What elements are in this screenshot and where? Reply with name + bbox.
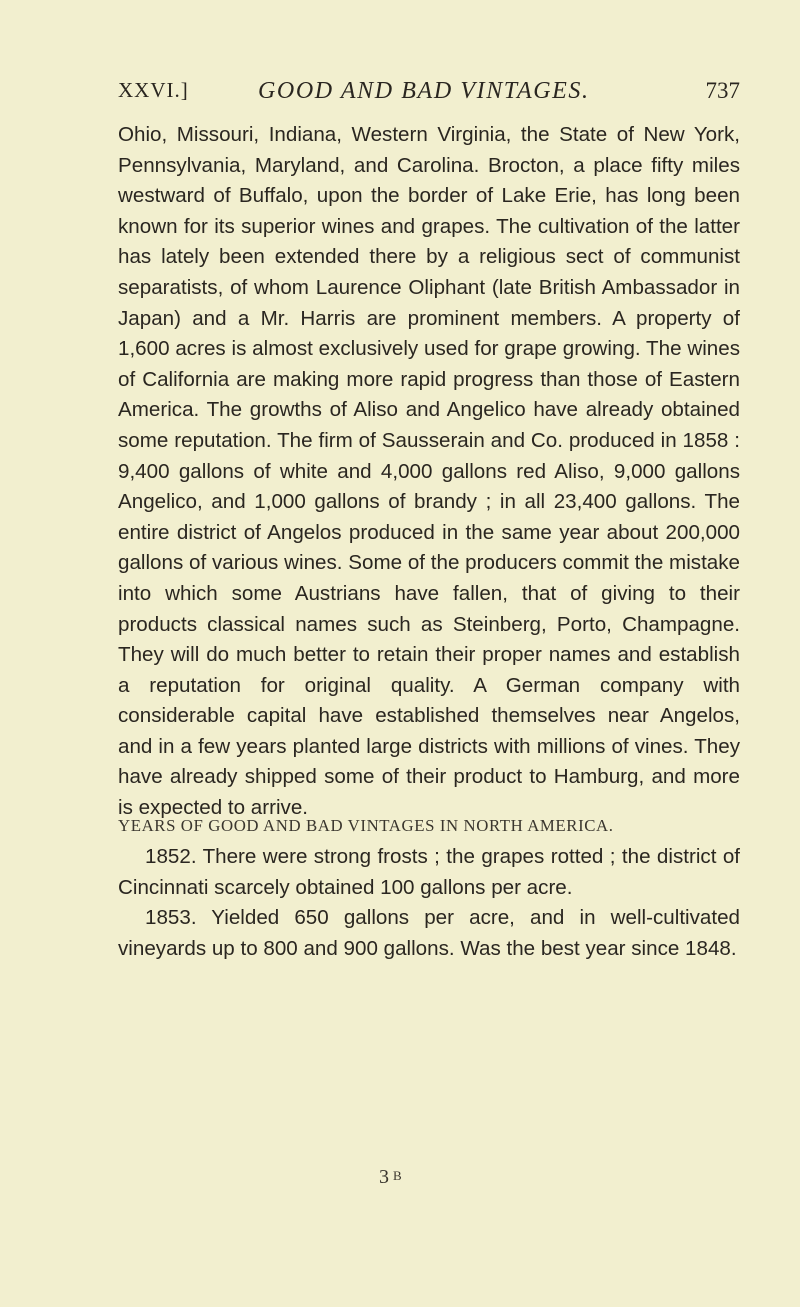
vintage-entries (118, 842, 740, 964)
page-number: 737 (705, 78, 740, 103)
signature-letter: B (393, 1168, 402, 1183)
chapter-number: XXVI.] (118, 78, 189, 102)
vintage-entry-1853: 1853. Yielded 650 gallons per acre, and in well-cultivated vineyards up to 800 and 900 gallons. Was the best year since 1848. (118, 906, 740, 960)
vintage-entry-1852: 1852. There were strong frosts ; the grapes rotted ; the district of Cincinnati scarcely obtained 100 gallons per acre. (118, 845, 740, 899)
signature-number: 3 (379, 1166, 389, 1188)
running-title: GOOD AND BAD VINTAGES. (258, 78, 590, 104)
signature-mark (379, 1166, 402, 1189)
body-paragraph: Ohio, Missouri, Indiana, Western Virginia, the State of New York, Pennsylvania, Maryland, and Carolina. Brocton, a place fifty miles westward of Buffalo, upon the border of Lake Erie, has long been known for its superior wines and grapes. The cultivation of the latter has lately been extended there by a religious sect of communist separatists, of whom Laurence Oliphant (late British Ambassador in Japan) and a Mr. Harris are prominent members. A property of 1,600 acres is almost exclusively used for grape growing. The wines of California are making more rapid progress than those of Eastern America. The growths of Aliso and Angelico have already obtained some reputation. The firm of Sausserain and Co. produced in 1858 : 9,400 gallons of white and 4,000 gallons red Aliso, 9,000 gallons Angelico, and 1,000 gallons of brandy ; in all 23,400 gallons. The entire district of Angelos produced in the same year about 200,000 gallons of various wines. Some of the producers commit the mistake into which some Austrians have fallen, that of giving to their products classical names such as Steinberg, Porto, Champagne. They will do much better to retain their proper names and establish a reputation for original quality. A German company with considerable capital have established themselves near Angelos, and in a few years planted large districts with millions of vines. They have already shipped some of their product to Hamburg, and more is expected to arrive. (118, 123, 740, 820)
running-header (118, 78, 740, 108)
section-heading: YEARS OF GOOD AND BAD VINTAGES IN NORTH AMERICA. (118, 816, 614, 835)
main-text (118, 120, 740, 824)
